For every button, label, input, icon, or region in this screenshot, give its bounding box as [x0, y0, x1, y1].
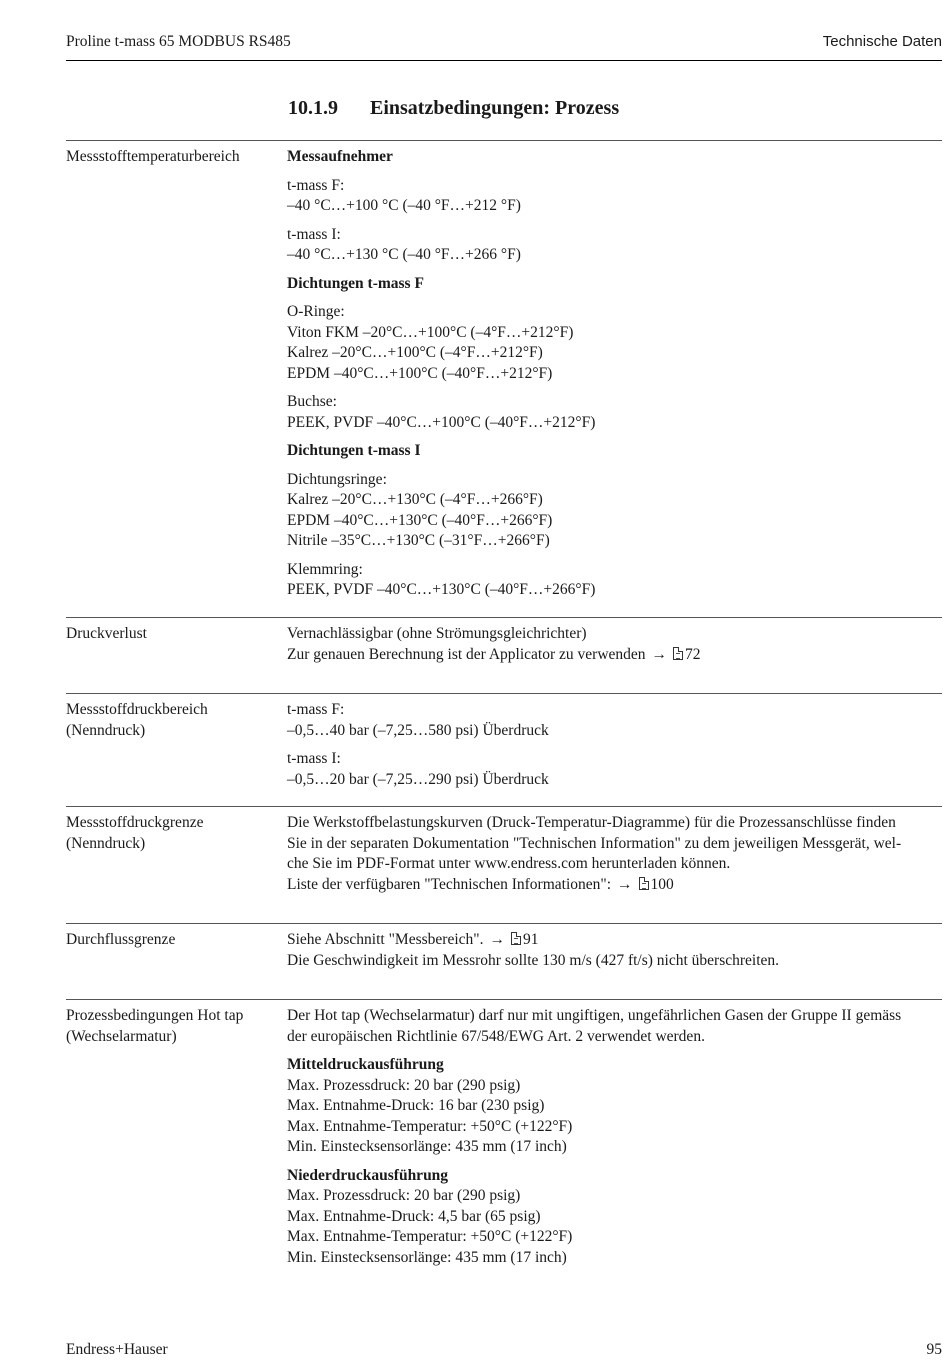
text-line: –40 °C…+100 °C (–40 °F…+212 °F) — [287, 197, 521, 214]
arrow-icon: → — [651, 645, 668, 663]
subheading-mitteldruck: Mitteldruckausführung — [287, 1056, 444, 1073]
spec-table — [66, 140, 942, 1276]
text-line: Die Geschwindigkeit im Messrohr sollte 130 m/s (427 ft/s) nicht überschreiten. — [287, 951, 780, 969]
text-span: Liste der verfügbaren "Technischen Informationen": — [287, 875, 612, 893]
text-line: EPDM –40°C…+130°C (–40°F…+266°F) — [287, 511, 553, 529]
text-line: Min. Einstecksensorlänge: 435 mm (17 inch) — [287, 1138, 567, 1155]
block-tmass-i — [287, 749, 942, 790]
text-line: der europäischen Richtlinie 67/548/EWG Art. 2 verwendet werden. — [287, 1027, 705, 1045]
label-line: Messstoffdruckbereich — [66, 701, 208, 718]
text-line: Max. Entnahme-Druck: 4,5 bar (65 psig) — [287, 1207, 541, 1225]
row-content — [287, 1006, 942, 1276]
text-line: Max. Entnahme-Temperatur: +50°C (+122°F) — [287, 1228, 573, 1245]
text-line: che Sie im PDF-Format unter www.endress.com herunterladen können. — [287, 855, 731, 872]
row-content — [287, 700, 942, 806]
text-line: Viton FKM –20°C…+100°C (–4°F…+212°F) — [287, 323, 574, 341]
document-title: Proline t-mass 65 MODBUS RS485 — [66, 33, 291, 50]
text-line: Nitrile –35°C…+130°C (–31°F…+266°F) — [287, 532, 550, 549]
subheading-dichtungen-i: Dichtungen t-mass I — [287, 442, 421, 459]
label-line: (Nenndruck) — [66, 721, 146, 739]
row-content — [287, 147, 942, 617]
text-line: Sie in der separaten Dokumentation "Technischen Information" zu dem jeweiligen Messgerät, wel- — [287, 834, 902, 852]
block-intro — [287, 1006, 942, 1047]
subheading-messaufnehmer: Messaufnehmer — [287, 148, 393, 165]
text-line: Die Werkstoffbelastungskurven (Druck-Temperatur-Diagramme) für die Prozessanschlüsse finden — [287, 814, 896, 831]
text-line: Klemmring: — [287, 560, 363, 578]
text-line: t-mass I: — [287, 750, 341, 767]
chapter-title: Technische Daten — [822, 33, 942, 50]
row-druckgrenze — [66, 806, 942, 923]
text-line: t-mass F: — [287, 176, 345, 194]
text-line: Max. Prozessdruck: 20 bar (290 psig) — [287, 1187, 521, 1204]
row-hot-tap — [66, 999, 942, 1276]
text-line: EPDM –40°C…+100°C (–40°F…+212°F) — [287, 364, 553, 382]
row-label: Druckverlust — [66, 625, 147, 642]
label-line: (Wechselarmatur) — [66, 1027, 177, 1045]
row-label — [66, 813, 287, 923]
page-footer — [66, 1341, 942, 1359]
arrow-icon: → — [617, 875, 633, 893]
row-temperature — [66, 140, 942, 617]
block-oringe — [287, 302, 942, 384]
row-durchflussgrenze — [66, 923, 942, 999]
text-line: –40 °C…+130 °C (–40 °F…+266 °F) — [287, 246, 521, 263]
text-line: PEEK, PVDF –40°C…+130°C (–40°F…+266°F) — [287, 581, 596, 598]
text-line: Buchse: — [287, 393, 337, 410]
text-line: Max. Entnahme-Temperatur: +50°C (+122°F) — [287, 1117, 573, 1135]
text-line: Min. Einstecksensorlänge: 435 mm (17 inch) — [287, 1248, 567, 1266]
subheading-dichtungen-f: Dichtungen t-mass F — [287, 274, 424, 292]
page-ref-icon — [639, 877, 649, 890]
row-content — [287, 813, 942, 923]
page-ref-link[interactable]: 72 — [685, 645, 701, 663]
text-line-with-ref — [287, 645, 942, 666]
text-line-with-ref — [287, 930, 942, 951]
page-number: 95 — [926, 1341, 942, 1358]
block-tmass-f — [287, 700, 942, 741]
block-tmass-i — [287, 225, 942, 266]
text-span: Zur genauen Berechnung ist der Applicator zu verwenden — [287, 645, 646, 663]
section-heading — [288, 97, 619, 120]
block-dichtungsringe — [287, 470, 942, 552]
text-line: Max. Prozessdruck: 20 bar (290 psig) — [287, 1076, 521, 1094]
row-label — [66, 700, 287, 806]
block-niederdruck — [287, 1166, 942, 1269]
text-line-with-ref — [287, 875, 942, 896]
label-line: (Nenndruck) — [66, 834, 146, 852]
text-line: Vernachlässigbar (ohne Strömungsgleichrichter) — [287, 625, 587, 642]
arrow-icon: → — [489, 931, 505, 948]
text-line: O-Ringe: — [287, 303, 345, 320]
block-mitteldruck — [287, 1055, 942, 1158]
page-ref-icon — [673, 647, 683, 660]
text-line: –0,5…20 bar (–7,25…290 psi) Überdruck — [287, 770, 549, 788]
row-label: Durchflussgrenze — [66, 931, 176, 948]
text-line: t-mass I: — [287, 225, 341, 243]
text-line: Max. Entnahme-Druck: 16 bar (230 psig) — [287, 1097, 545, 1114]
row-label: Messstofftemperaturbereich — [66, 148, 240, 165]
row-druckbereich — [66, 693, 942, 806]
text-span: Siehe Abschnitt "Messbereich". — [287, 931, 484, 948]
row-druckverlust — [66, 617, 942, 693]
label-line: Messstoffdruckgrenze — [66, 814, 204, 831]
section-title: Einsatzbedingungen: Prozess — [370, 97, 620, 119]
row-content — [287, 930, 942, 999]
page-ref-icon — [511, 932, 521, 945]
page-ref-link[interactable]: 100 — [650, 875, 674, 893]
row-label — [66, 1006, 287, 1276]
text-line: Der Hot tap (Wechselarmatur) darf nur mit ungiftigen, ungefährlichen Gasen der Gruppe II gemäss — [287, 1007, 902, 1024]
label-line: Prozessbedingungen Hot tap — [66, 1007, 244, 1024]
text-line: Dichtungsringe: — [287, 470, 387, 488]
block-klemmring — [287, 560, 942, 601]
text-line: –0,5…40 bar (–7,25…580 psi) Überdruck — [287, 721, 549, 739]
block-buchse — [287, 392, 942, 433]
subheading-niederdruck: Niederdruckausführung — [287, 1166, 449, 1184]
block-tmass-f — [287, 176, 942, 217]
text-line: t-mass F: — [287, 701, 345, 718]
text-line: Kalrez –20°C…+100°C (–4°F…+212°F) — [287, 344, 543, 361]
text-line: PEEK, PVDF –40°C…+100°C (–40°F…+212°F) — [287, 413, 596, 431]
company-name: Endress+Hauser — [66, 1341, 168, 1358]
page-ref-link[interactable]: 91 — [522, 931, 539, 948]
section-number: 10.1.9 — [288, 97, 338, 119]
page-header — [66, 33, 942, 61]
row-content — [287, 624, 942, 693]
text-line: Kalrez –20°C…+130°C (–4°F…+266°F) — [287, 491, 543, 508]
